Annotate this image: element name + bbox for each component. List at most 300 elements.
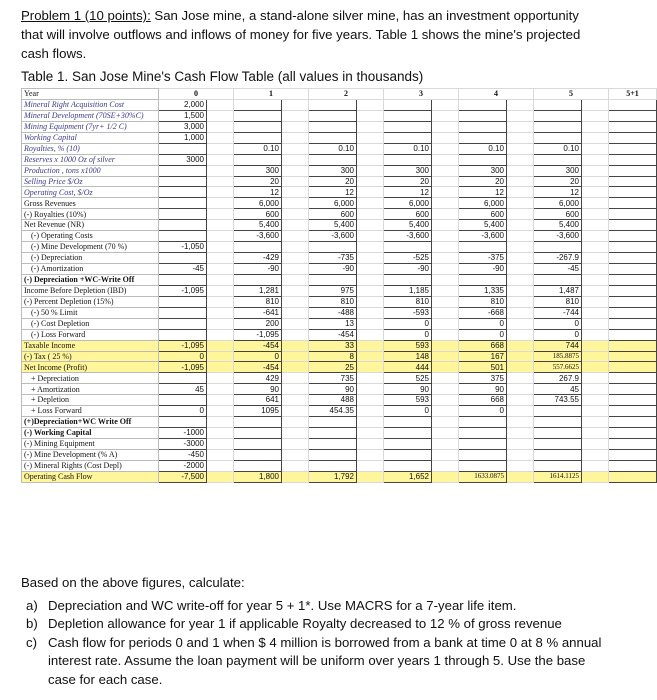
cell-gap — [432, 471, 459, 482]
cell-value — [159, 220, 207, 231]
cell-value — [609, 110, 657, 121]
cell-gap — [282, 220, 309, 231]
row-label: Working Capital — [22, 132, 159, 143]
cell-value: 167 — [459, 351, 507, 362]
cell-value — [459, 417, 507, 428]
cell-gap — [357, 340, 384, 351]
cell-value — [384, 460, 432, 471]
cell-value: 0 — [459, 406, 507, 417]
cell-gap — [432, 351, 459, 362]
cell-value — [309, 417, 357, 428]
cell-gap — [507, 274, 534, 285]
cell-value — [309, 439, 357, 450]
cell-value — [609, 362, 657, 373]
cell-value: 45 — [534, 384, 582, 395]
row-label: Net Revenue (NR) — [22, 220, 159, 231]
cell-gap — [207, 307, 234, 318]
cell-gap — [507, 318, 534, 329]
cell-gap — [582, 143, 609, 154]
cell-value: -1,095 — [159, 362, 207, 373]
cell-gap — [582, 110, 609, 121]
cell-gap — [207, 165, 234, 176]
cell-value: -454 — [234, 340, 282, 351]
table-row — [22, 329, 657, 340]
cell-value: 600 — [459, 209, 507, 220]
cell-gap — [432, 373, 459, 384]
cell-value — [384, 449, 432, 460]
cell-gap — [207, 274, 234, 285]
cell-gap — [432, 384, 459, 395]
cell-value: 90 — [309, 384, 357, 395]
cell-gap — [432, 307, 459, 318]
cell-gap — [357, 351, 384, 362]
cell-value: 6,000 — [384, 198, 432, 209]
cell-value: 12 — [459, 187, 507, 198]
cell-gap — [282, 264, 309, 275]
cell-gap — [507, 242, 534, 253]
cell-value: -90 — [309, 264, 357, 275]
header-year: 2 — [309, 89, 384, 100]
cell-gap — [207, 373, 234, 384]
row-label: Royalties, % (10) — [22, 143, 159, 154]
cell-value: -1,095 — [159, 340, 207, 351]
question-marker: a) — [26, 597, 38, 613]
cell-value — [609, 187, 657, 198]
question-text: Depletion allowance for year 1 if applicable Royalty decreased to 12 % of gross revenue — [48, 616, 562, 631]
cell-value — [234, 121, 282, 132]
cell-gap — [432, 406, 459, 417]
cell-gap — [282, 132, 309, 143]
cell-value — [309, 99, 357, 110]
cell-value: -45 — [159, 264, 207, 275]
cell-gap — [282, 417, 309, 428]
table-row — [22, 264, 657, 275]
cell-value: -641 — [234, 307, 282, 318]
cell-value: 975 — [309, 285, 357, 296]
cell-gap — [207, 264, 234, 275]
cell-gap — [357, 274, 384, 285]
cell-value — [384, 121, 432, 132]
cell-gap — [582, 417, 609, 428]
row-label: Operating Cost, $/Oz — [22, 187, 159, 198]
cell-gap — [282, 198, 309, 209]
table-row — [22, 307, 657, 318]
cell-value: 0 — [534, 318, 582, 329]
cell-gap — [432, 274, 459, 285]
cell-value: 12 — [534, 187, 582, 198]
cell-value — [309, 449, 357, 460]
cell-gap — [207, 110, 234, 121]
cell-gap — [207, 384, 234, 395]
table-row — [22, 274, 657, 285]
cell-value — [609, 253, 657, 264]
row-label: Gross Revenues — [22, 198, 159, 209]
cell-gap — [282, 285, 309, 296]
table-row — [22, 220, 657, 231]
cell-value: -488 — [309, 307, 357, 318]
cell-gap — [207, 242, 234, 253]
table-row — [22, 285, 657, 296]
cell-gap — [207, 351, 234, 362]
cell-value — [609, 99, 657, 110]
cell-value — [609, 198, 657, 209]
row-label: Operating Cash Flow — [22, 471, 159, 482]
cell-gap — [432, 99, 459, 110]
table-row — [22, 209, 657, 220]
row-label: + Depletion — [22, 395, 159, 406]
cell-value: 1,487 — [534, 285, 582, 296]
cell-value: 6,000 — [234, 198, 282, 209]
cell-value: 0 — [384, 318, 432, 329]
cell-value — [609, 220, 657, 231]
question-text: Cash flow for periods 0 and 1 when $ 4 million is borrowed from a bank at time 0 at 8 % annual interest rate. Assume the loan payment will be uniform over years 1 through 5. Use the base case for each case. — [48, 634, 602, 687]
cell-gap — [357, 296, 384, 307]
cell-value: 5,400 — [234, 220, 282, 231]
cell-value — [234, 428, 282, 439]
table-row — [22, 165, 657, 176]
header-year: 5 — [534, 89, 609, 100]
questions-list — [21, 597, 611, 690]
question-item — [21, 597, 611, 616]
cell-value — [534, 274, 582, 285]
cell-value: 5,400 — [534, 220, 582, 231]
cell-value: -593 — [384, 307, 432, 318]
cell-gap — [582, 264, 609, 275]
header-year: 0 — [159, 89, 234, 100]
cell-value — [609, 449, 657, 460]
cell-value: 12 — [234, 187, 282, 198]
cell-gap — [282, 406, 309, 417]
cell-value: 2,000 — [159, 99, 207, 110]
cell-gap — [507, 296, 534, 307]
cell-value: 1614.1125 — [534, 471, 582, 482]
cell-gap — [507, 460, 534, 471]
cell-value — [309, 154, 357, 165]
table-row — [22, 373, 657, 384]
cell-value — [459, 154, 507, 165]
cell-gap — [207, 417, 234, 428]
cell-value — [609, 143, 657, 154]
cell-value: 600 — [309, 209, 357, 220]
cell-gap — [282, 154, 309, 165]
cell-gap — [582, 285, 609, 296]
cell-value: 1,335 — [459, 285, 507, 296]
cell-gap — [432, 198, 459, 209]
cell-value: 810 — [459, 296, 507, 307]
cell-gap — [507, 362, 534, 373]
cell-value: 810 — [234, 296, 282, 307]
cell-gap — [357, 154, 384, 165]
cell-value: -1,050 — [159, 242, 207, 253]
cell-value: -744 — [534, 307, 582, 318]
cell-gap — [432, 439, 459, 450]
cell-gap — [282, 176, 309, 187]
cell-value: 0 — [459, 329, 507, 340]
cell-gap — [357, 318, 384, 329]
cell-gap — [357, 471, 384, 482]
cell-gap — [207, 176, 234, 187]
question-marker: b) — [26, 616, 38, 631]
cell-gap — [582, 329, 609, 340]
cell-gap — [207, 449, 234, 460]
cell-value — [234, 460, 282, 471]
row-label: (-) Cost Depletion — [22, 318, 159, 329]
cell-gap — [207, 121, 234, 132]
cell-value — [309, 121, 357, 132]
cell-value: 20 — [309, 176, 357, 187]
cell-gap — [582, 154, 609, 165]
cell-gap — [207, 253, 234, 264]
cell-gap — [582, 318, 609, 329]
cell-value — [459, 428, 507, 439]
cell-gap — [432, 417, 459, 428]
cell-gap — [582, 307, 609, 318]
cell-gap — [582, 220, 609, 231]
cell-gap — [207, 198, 234, 209]
row-label: (-) Operating Costs — [22, 231, 159, 242]
cell-value: 5,400 — [384, 220, 432, 231]
cell-gap — [282, 318, 309, 329]
cell-gap — [582, 132, 609, 143]
table-row — [22, 428, 657, 439]
cell-value — [534, 406, 582, 417]
cell-value — [609, 264, 657, 275]
cell-value — [384, 154, 432, 165]
cell-gap — [282, 187, 309, 198]
cell-value: 1,652 — [384, 471, 432, 482]
cell-value — [609, 318, 657, 329]
cell-gap — [282, 99, 309, 110]
cell-gap — [507, 406, 534, 417]
cell-gap — [357, 417, 384, 428]
cell-gap — [432, 285, 459, 296]
cell-value: -454 — [309, 329, 357, 340]
table-row — [22, 362, 657, 373]
cell-gap — [582, 176, 609, 187]
row-label: + Loss Forward — [22, 406, 159, 417]
cell-gap — [432, 362, 459, 373]
cell-gap — [507, 187, 534, 198]
cell-value: 557.6625 — [534, 362, 582, 373]
cell-value — [384, 417, 432, 428]
cell-value — [609, 231, 657, 242]
cell-gap — [357, 220, 384, 231]
cell-value — [459, 121, 507, 132]
header-year: 4 — [459, 89, 534, 100]
cell-value: -90 — [384, 264, 432, 275]
cell-gap — [357, 428, 384, 439]
cell-value: 1,792 — [309, 471, 357, 482]
cell-value: -1,095 — [159, 285, 207, 296]
cell-gap — [507, 209, 534, 220]
cell-value: 668 — [459, 340, 507, 351]
cell-gap — [432, 110, 459, 121]
problem-label: Problem 1 (10 points): — [21, 8, 151, 23]
cell-value — [459, 99, 507, 110]
row-label: (-) 50 % Limit — [22, 307, 159, 318]
cell-gap — [582, 395, 609, 406]
cell-gap — [432, 460, 459, 471]
cell-gap — [432, 165, 459, 176]
cell-gap — [582, 384, 609, 395]
cell-gap — [282, 384, 309, 395]
table-row — [22, 395, 657, 406]
cell-gap — [507, 231, 534, 242]
table-caption: Table 1. San Jose Mine's Cash Flow Table (all values in thousands) — [21, 69, 424, 84]
cell-gap — [582, 209, 609, 220]
cell-gap — [282, 340, 309, 351]
cell-gap — [582, 340, 609, 351]
table-row — [22, 384, 657, 395]
table-header-row — [22, 89, 657, 100]
cell-gap — [582, 231, 609, 242]
cell-gap — [207, 318, 234, 329]
cell-value — [534, 242, 582, 253]
cell-value: -2000 — [159, 460, 207, 471]
cell-gap — [357, 439, 384, 450]
cell-value — [309, 242, 357, 253]
cell-gap — [507, 373, 534, 384]
cell-value — [234, 99, 282, 110]
cell-gap — [282, 449, 309, 460]
cell-value: 0 — [459, 318, 507, 329]
cell-value: 90 — [234, 384, 282, 395]
row-label: (-) Tax ( 25 %) — [22, 351, 159, 362]
question-item — [21, 615, 611, 634]
cell-gap — [432, 264, 459, 275]
row-label: Selling Price $/Oz — [22, 176, 159, 187]
cell-value — [609, 274, 657, 285]
cell-gap — [507, 395, 534, 406]
cell-gap — [582, 428, 609, 439]
cell-gap — [582, 198, 609, 209]
cell-value: 20 — [384, 176, 432, 187]
cell-gap — [432, 176, 459, 187]
cell-gap — [207, 209, 234, 220]
table-row — [22, 231, 657, 242]
cell-value — [534, 439, 582, 450]
cell-value: -735 — [309, 253, 357, 264]
question-item — [21, 634, 611, 690]
cell-value — [159, 274, 207, 285]
cell-gap — [357, 143, 384, 154]
cell-gap — [357, 198, 384, 209]
cell-value: -454 — [234, 362, 282, 373]
table-row — [22, 460, 657, 471]
table-row — [22, 471, 657, 482]
cell-value: -3,600 — [459, 231, 507, 242]
cell-value — [384, 99, 432, 110]
cell-value: 20 — [234, 176, 282, 187]
cell-gap — [282, 274, 309, 285]
row-label: (-) Depreciation — [22, 253, 159, 264]
cell-gap — [207, 428, 234, 439]
cell-value — [609, 384, 657, 395]
cell-gap — [582, 99, 609, 110]
cell-value: 0 — [534, 329, 582, 340]
cell-value — [384, 242, 432, 253]
cell-gap — [432, 187, 459, 198]
cell-gap — [432, 296, 459, 307]
cell-value: -1,095 — [234, 329, 282, 340]
row-label: Net Income (Profit) — [22, 362, 159, 373]
cell-value: 25 — [309, 362, 357, 373]
problem-text: San Jose mine, a stand-alone silver mine, has an investment opportunity that will involve outflows and inflows of money for five years. Table 1 shows the mine's projected cash flows. — [21, 8, 581, 61]
table-row — [22, 143, 657, 154]
cell-value — [159, 198, 207, 209]
cell-value: 12 — [309, 187, 357, 198]
cell-value — [384, 428, 432, 439]
cell-gap — [507, 121, 534, 132]
cell-gap — [432, 143, 459, 154]
cell-value — [309, 110, 357, 121]
cell-value — [459, 132, 507, 143]
cell-value — [609, 307, 657, 318]
cell-value: 600 — [234, 209, 282, 220]
cell-value: 744 — [534, 340, 582, 351]
cell-value — [384, 439, 432, 450]
cell-gap — [282, 121, 309, 132]
cell-value — [159, 231, 207, 242]
cell-value: 0.10 — [384, 143, 432, 154]
cell-gap — [282, 110, 309, 121]
cell-gap — [432, 253, 459, 264]
cell-gap — [357, 373, 384, 384]
cell-gap — [282, 242, 309, 253]
cell-value: -3,600 — [384, 231, 432, 242]
table-row — [22, 187, 657, 198]
table-row — [22, 406, 657, 417]
cell-value — [309, 460, 357, 471]
cell-value — [609, 439, 657, 450]
cell-gap — [357, 132, 384, 143]
cell-value: 1,800 — [234, 471, 282, 482]
cell-value — [534, 417, 582, 428]
table-row — [22, 154, 657, 165]
table-row — [22, 132, 657, 143]
cell-value — [384, 110, 432, 121]
cell-gap — [282, 296, 309, 307]
table-row — [22, 99, 657, 110]
cell-value — [534, 121, 582, 132]
cell-value: 593 — [384, 340, 432, 351]
cell-value: 0 — [159, 406, 207, 417]
cell-gap — [507, 329, 534, 340]
cell-gap — [207, 439, 234, 450]
cell-gap — [432, 209, 459, 220]
cell-gap — [207, 471, 234, 482]
cell-value: -3,600 — [534, 231, 582, 242]
cell-gap — [582, 296, 609, 307]
cell-gap — [432, 132, 459, 143]
cell-value: 90 — [384, 384, 432, 395]
cell-value: -267.9 — [534, 253, 582, 264]
cell-gap — [582, 439, 609, 450]
cell-value: 1,500 — [159, 110, 207, 121]
cell-value — [534, 460, 582, 471]
problem-statement — [21, 6, 601, 63]
cell-value: 6,000 — [309, 198, 357, 209]
cell-value — [609, 406, 657, 417]
questions-lead: Based on the above figures, calculate: — [21, 575, 245, 590]
cell-value: 743.55 — [534, 395, 582, 406]
cell-value — [609, 242, 657, 253]
header-year: 1 — [234, 89, 309, 100]
cell-gap — [207, 231, 234, 242]
cell-value — [234, 449, 282, 460]
cell-value — [159, 209, 207, 220]
cell-gap — [207, 99, 234, 110]
